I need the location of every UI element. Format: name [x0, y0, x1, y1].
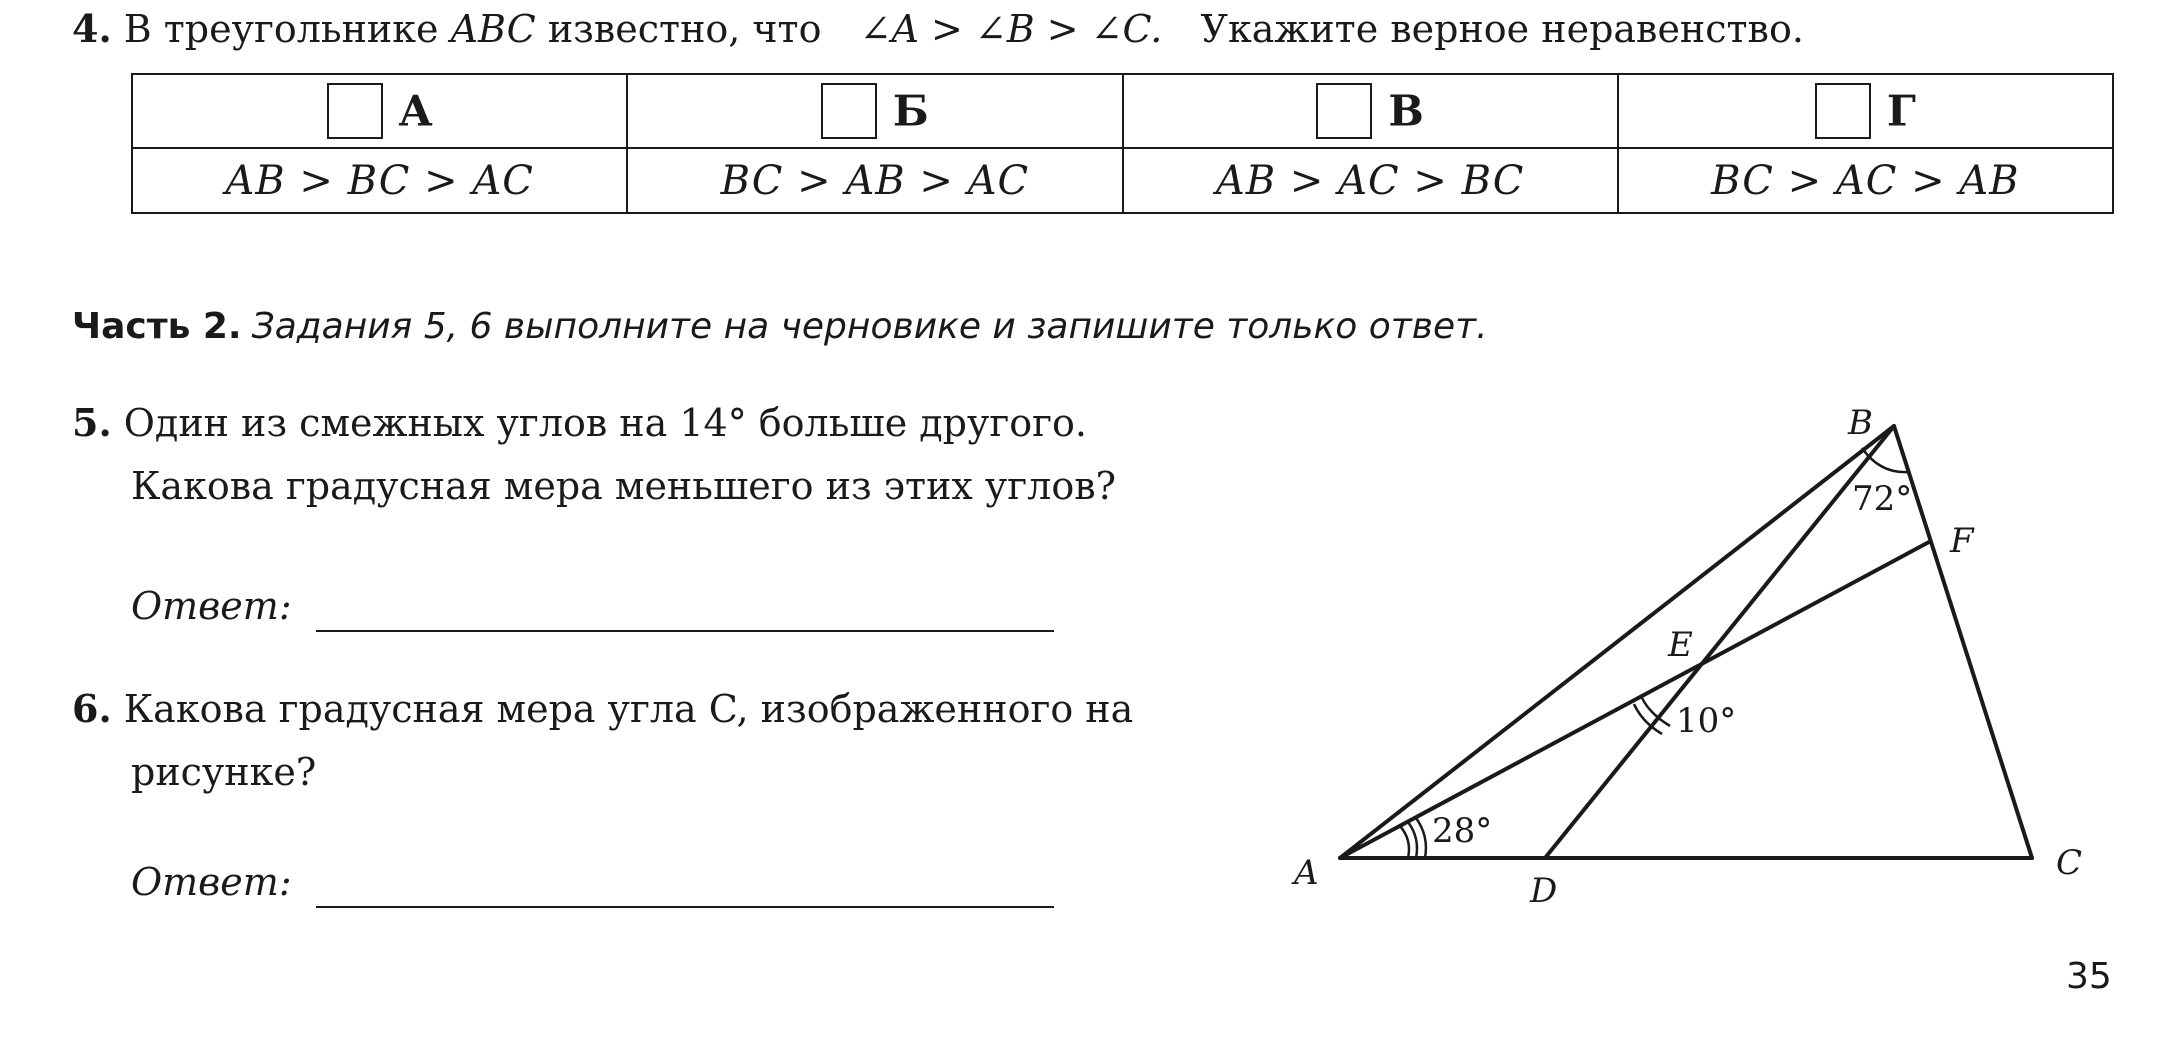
option-expr: BC > AB > AC [720, 157, 1030, 204]
option-expr: AB > AC > BC [1215, 157, 1525, 204]
segment-bc [1894, 426, 2032, 858]
task-number: 6. [72, 686, 112, 731]
task-5-answer-label: Ответ: [131, 584, 292, 628]
task-text: В треугольнике [123, 7, 439, 51]
angle-a-arc-1 [1400, 826, 1409, 858]
task-text: рисунке? [131, 750, 317, 794]
segment-af [1340, 542, 1929, 858]
task-text: Какова градусная мера меньшего из этих углов? [131, 464, 1116, 508]
angle-condition: ∠A > ∠B > ∠C. [859, 7, 1163, 51]
task-number: 5. [72, 400, 112, 445]
task-text: Один из смежных углов на 14° больше другого. [123, 401, 1088, 445]
triangle-name: ABC [450, 7, 536, 51]
part-label: Часть 2. [72, 306, 242, 347]
option-letter: Б [892, 86, 929, 136]
segment-db [1545, 426, 1894, 858]
task-text: Какова градусная мера угла C, изображенного на [123, 687, 1134, 731]
option-letter: Г [1886, 86, 1916, 136]
option-expr: BC > AC > AB [1711, 157, 2020, 204]
point-label-b: B [1848, 403, 1873, 443]
angle-label-b: 72° [1852, 479, 1913, 519]
point-label-a: A [1294, 853, 1319, 893]
point-label-c: C [2056, 843, 2083, 883]
option-letter: А [398, 86, 433, 136]
task-6-answer-label: Ответ: [131, 860, 292, 904]
point-label-d: D [1530, 871, 1558, 911]
option-expr: AB > BC > AC [225, 157, 534, 204]
task-instruction: Укажите верное неравенство. [1200, 7, 1804, 51]
point-label-e: E [1668, 625, 1693, 665]
option-letter: В [1388, 86, 1424, 136]
part-description: Задания 5, 6 выполните на черновике и запишите только ответ. [251, 306, 1488, 347]
point-label-f: F [1950, 521, 1974, 561]
task-text: известно, что [547, 7, 822, 51]
task-number: 4. [72, 6, 112, 51]
page-number: 35 [2066, 956, 2112, 997]
angle-label-a: 28° [1432, 811, 1493, 851]
angle-label-e: 10° [1676, 701, 1737, 741]
segment-ab [1340, 426, 1894, 858]
